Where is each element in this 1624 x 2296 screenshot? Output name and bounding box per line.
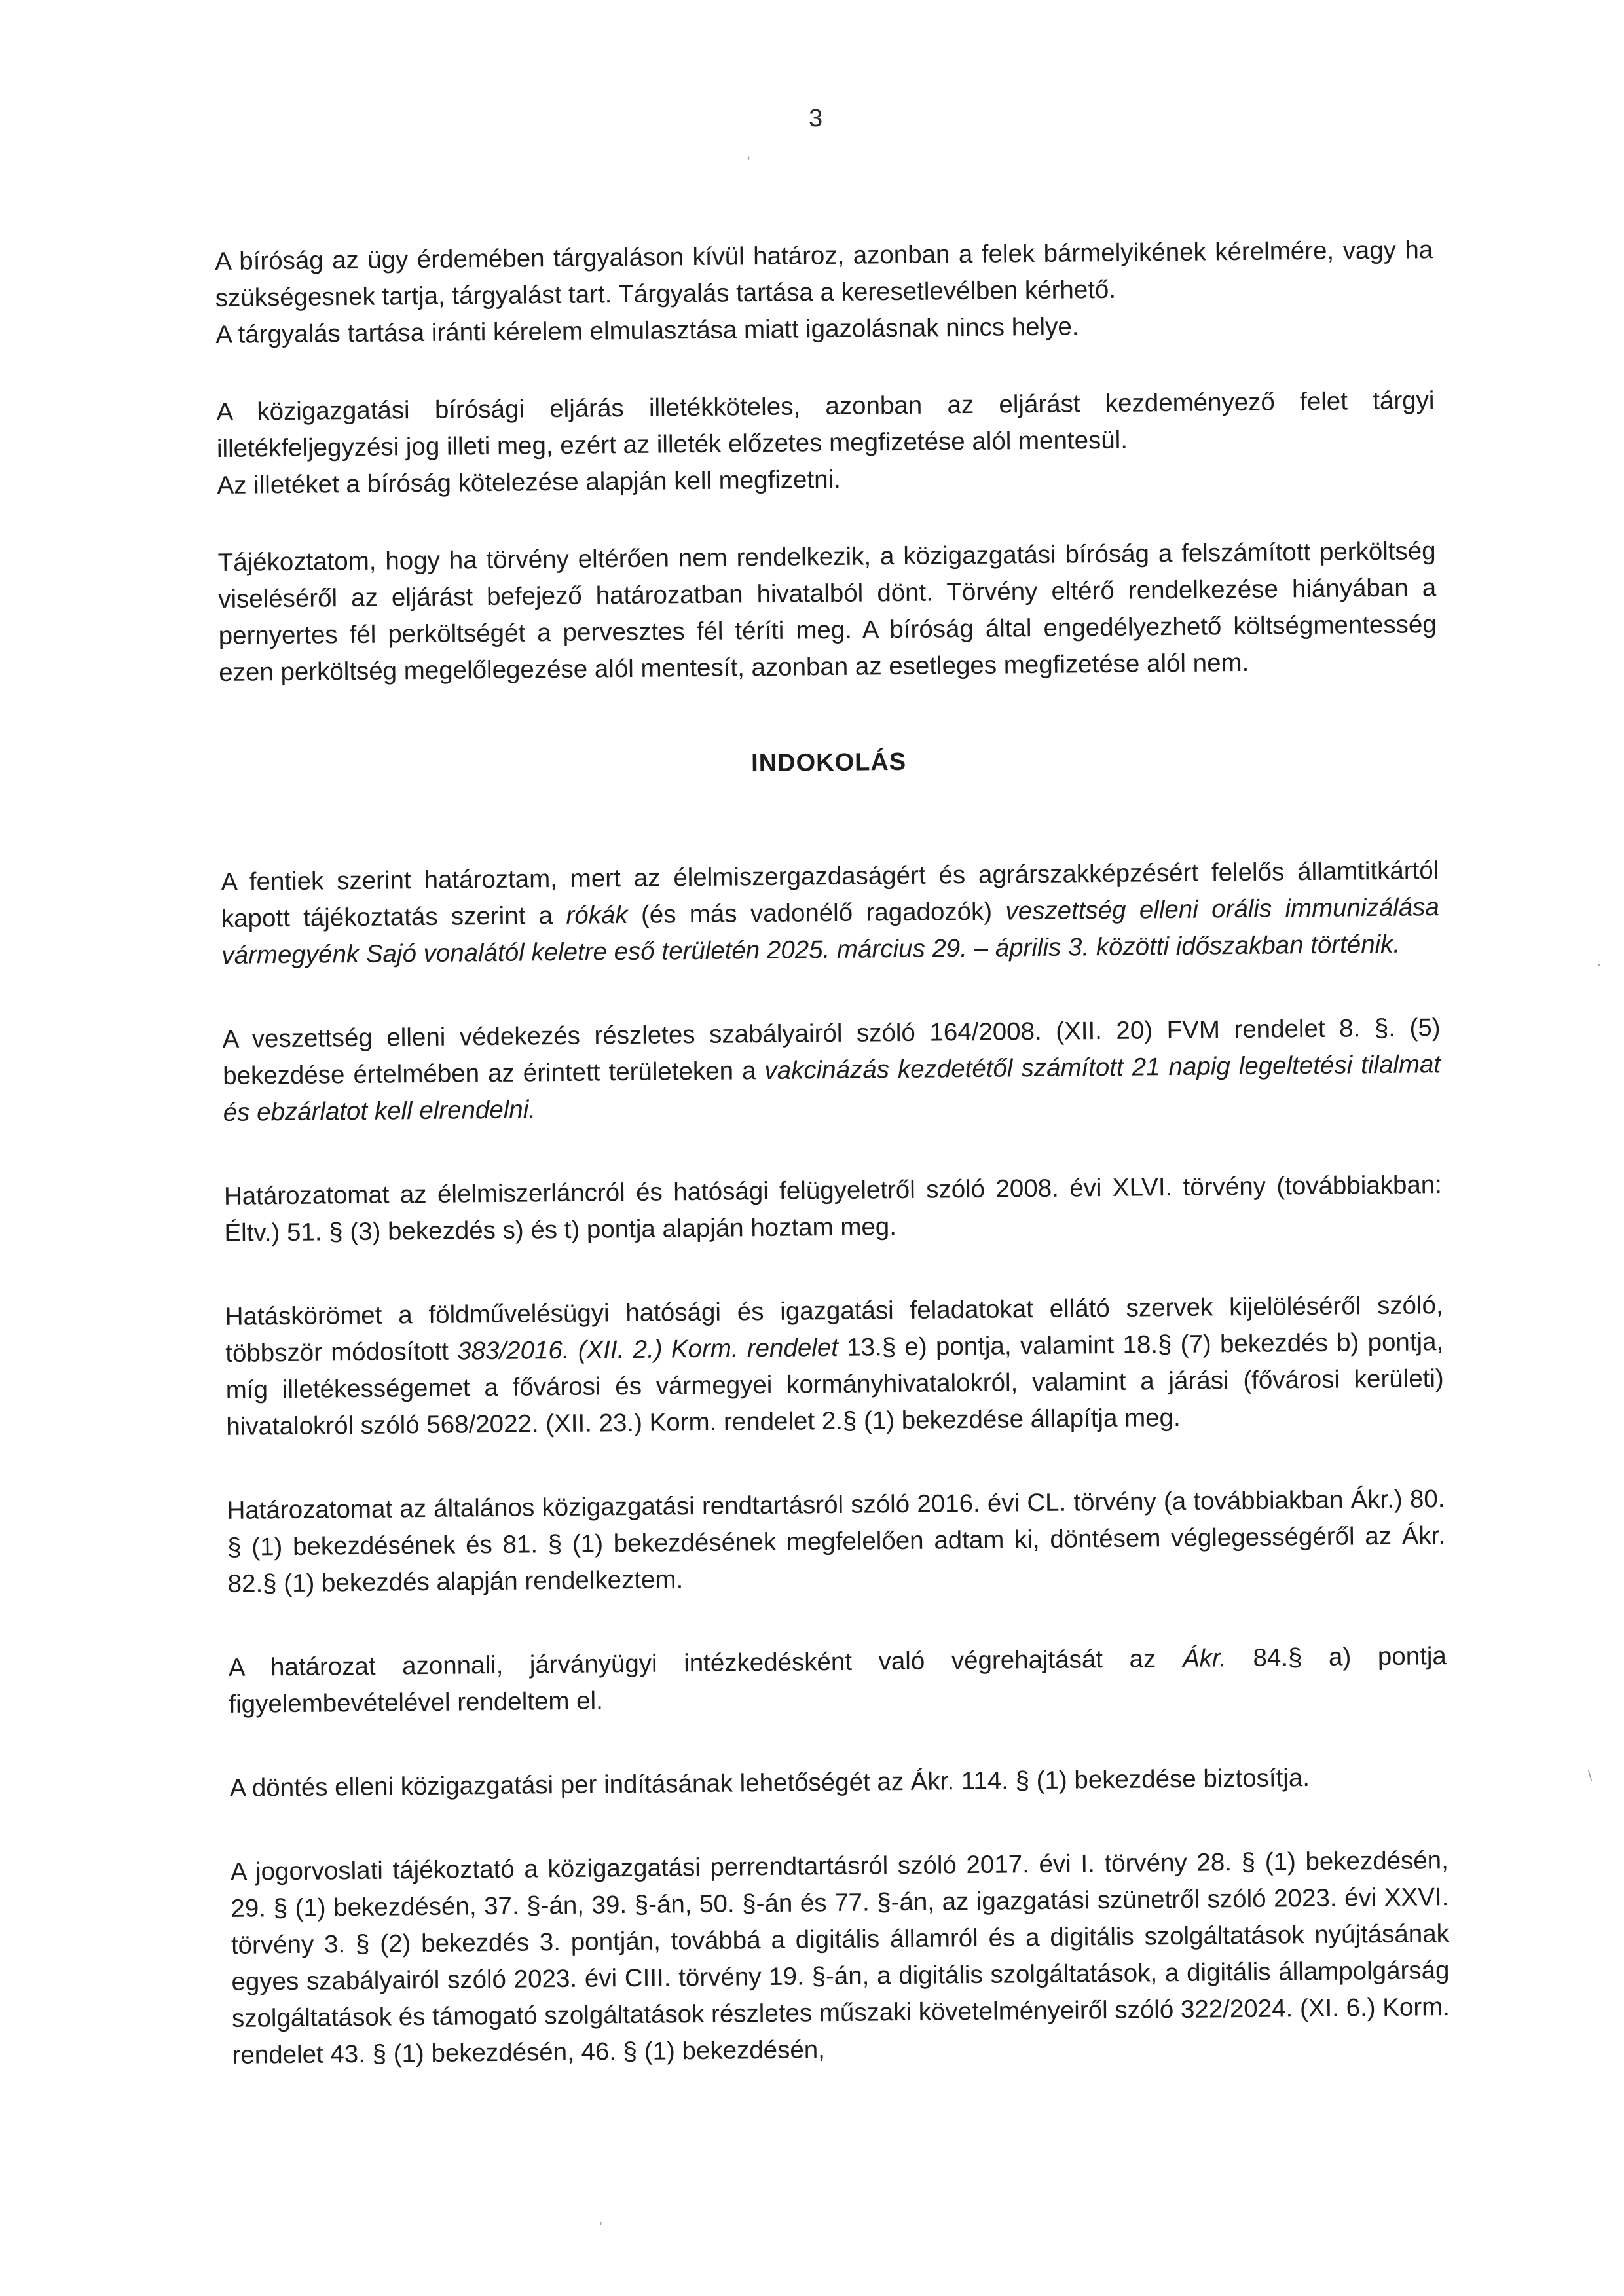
paragraph-enforcement <box>229 1638 1447 1723</box>
paragraph-regulation <box>222 1010 1441 1131</box>
paragraph-fee <box>216 382 1435 504</box>
document-body <box>215 232 1450 2074</box>
text-run: A határozat azonnali, járványügyi intézkedésként való végrehajtását az <box>228 1644 1183 1682</box>
text-run: 84.§ a) pontja figyelembevételével rendeltem el. <box>229 1642 1447 1719</box>
paragraph-line: A bíróság az ügy érdemében tárgyaláson kívül határoz, azonban a felek bármelyikének kérelmére, vagy ha szükségesnek tartja, tárgyalást tart. Tárgyalás tartása a keresetlevélben kérhető. <box>215 236 1433 312</box>
scan-speck: \ <box>1588 1768 1593 1784</box>
italic-run: Ákr. <box>1182 1644 1227 1673</box>
italic-run: veszettség elleni orális immunizálása vármegyénk Sajó vonalától keletre eső területén 2025. március 29. – április 3. közötti időszakban történik. <box>221 893 1440 970</box>
paragraph-legal-basis: Határozatomat az élelmiszerláncról és hatósági felügyeletről szóló 2008. évi XLVI. törvény (továbbiakban: Éltv.) 51. § (3) bekezdés s) és t) pontja alapján hoztam meg. <box>223 1171 1443 1247</box>
scan-speck: , <box>747 145 751 162</box>
text-run: 13.§ e) pontja, valamint 18.§ (7) bekezdés b) pontja, míg illetékességemet a fővárosi és vármegyei kormányhivatalokról, valamint a járási (fővárosi kerületi) hivatalokról szóló 568/2022. (XII. 23.) Korm. rendelet 2.§ (1) bekezdése állapítja meg. <box>225 1328 1444 1441</box>
paragraph-remedy: A jogorvoslati tájékoztató a közigazgatási perrendtartásról szóló 2017. évi I. törvény 28. § (1) bekezdésén, 29. § (1) bekezdésén, 37. §-án, 39. §-án, 50. §-án és 77. §-án, az igazgatási szünetről szóló 2023. évi XXVI. törvény 3. § (2) bekezdés 3. pontján, továbbá a digitális államról és a digitális szolgáltatások nyújtásának egyes szabályairól szóló 2023. évi CIII. törvény 19. §-án, a digitális szolgáltatások, a digitális állampolgárság szolgáltatások és támogató szolgáltatások részletes műszaki követelményeiről szóló 322/2024. (XI. 6.) Korm. rendelet 43. § (1) bekezdésén, 46. § (1) bekezdésén, <box>230 1846 1450 2069</box>
paragraph-competence <box>225 1287 1444 1446</box>
paragraph-line: A tárgyalás tartása iránti kérelem elmulasztása miatt igazolásnak nincs helye. <box>215 312 1079 349</box>
paragraph-lawsuit: A döntés elleni közigazgatási per indításának lehetőségét az Ákr. 114. § (1) bekezdése biztosítja. <box>229 1764 1310 1802</box>
text-run: A fentiek szerint határoztam, mert az élelmiszergazdaságért és agrárszakképzésért felelős államtitkártól kapott tájékoztatás szerint a <box>221 856 1439 933</box>
paragraph-hearing <box>215 232 1434 354</box>
paragraph-akr: Határozatomat az általános közigazgatási rendtartásról szóló 2016. évi CL. törvény (a továbbiakban Ákr.) 80. § (1) bekezdésének és 81. § (1) bekezdésének megfelelően adtam ki, döntésem véglegességéről az Ákr. 82.§ (1) bekezdés alapján rendelkeztem. <box>227 1485 1446 1598</box>
page-number: 3 <box>809 105 823 132</box>
scan-speck: · <box>1596 956 1602 972</box>
scan-speck: ʼ <box>599 2219 602 2236</box>
italic-run: vakcinázás kezdetétől számított 21 napig legeltetési tilalmat és ebzárlatot kell elrendelni. <box>223 1050 1441 1127</box>
paragraph-costs: Tájékoztatom, hogy ha törvény eltérően nem rendelkezik, a közigazgatási bíróság a felszámított perköltség viseléséről az eljárást befejező határozatban hivatalból dönt. Törvény eltérő rendelkezése hiányában a pernyertes fél perköltségét a pervesztes fél téríti meg. A bíróság által engedélyezhető költségmentesség ezen perköltség megelőlegezése alól mentesít, azonban az esetleges megfizetése alól nem. <box>217 537 1437 687</box>
text-run: (és más vadonélő ragadozók) <box>627 897 1006 929</box>
text-run: Hatáskörömet a földművelésügyi hatósági és igazgatási feladatokat ellátó szervek kijelöléséről szóló, többször módosított <box>225 1291 1443 1368</box>
italic-run: rókák <box>566 900 628 930</box>
paragraph-line: A közigazgatási bírósági eljárás illetékköteles, azonban az eljárást kezdeményező felet tárgyi illetékfeljegyzési jog illeti meg, ezért az illeték előzetes megfizetése alól mentesül. <box>216 386 1435 463</box>
paragraph-line: Az illetéket a bíróság kötelezése alapján kell megfizetni. <box>217 465 841 500</box>
italic-run: 383/2016. (XII. 2.) Korm. rendelet <box>457 1333 839 1366</box>
section-heading: INDOKOLÁS <box>750 748 907 778</box>
text-run: A veszettség elleni védekezés részletes szabályairól szóló 164/2008. (XII. 20) FVM rendelet 8. §. (5) bekezdése értelmében az érintett területeken a <box>222 1013 1441 1090</box>
paragraph-reasoning <box>221 852 1440 974</box>
